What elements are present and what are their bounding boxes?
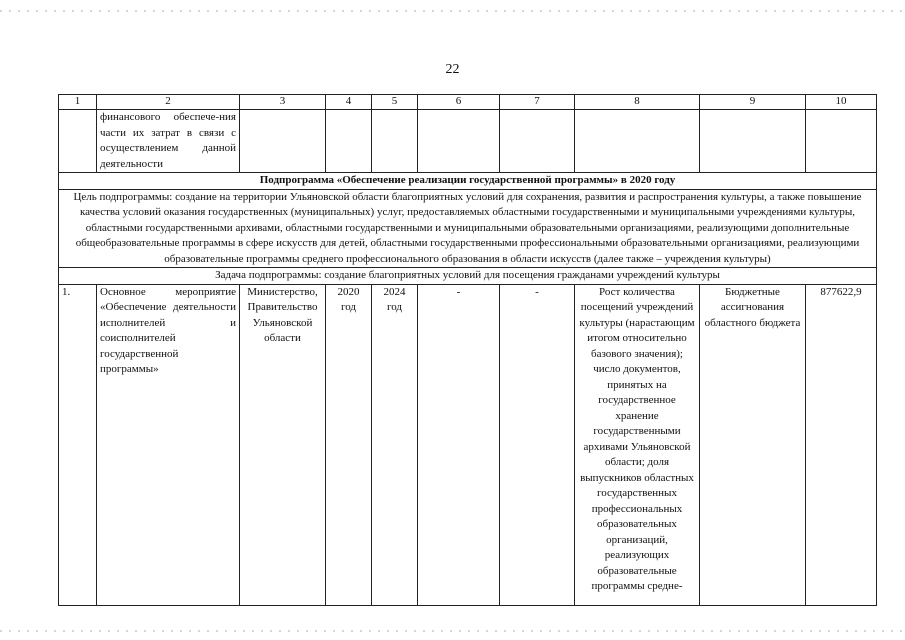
table-cell — [59, 110, 97, 173]
table-cell — [500, 110, 575, 173]
start-year: 2020 год — [326, 284, 372, 605]
column-number-row — [59, 95, 877, 110]
column-number: 7 — [500, 95, 575, 110]
column-6-value: - — [418, 284, 500, 605]
funding-source: Бюджетные ассигнования областного бюджета — [700, 284, 806, 605]
row-number: 1. — [59, 284, 97, 605]
column-number: 3 — [240, 95, 326, 110]
table-cell — [240, 110, 326, 173]
column-number: 1 — [59, 95, 97, 110]
table-cell — [326, 110, 372, 173]
subprogram-task-row — [59, 268, 877, 285]
table-cell — [418, 110, 500, 173]
activity-name: Основное мероприятие «Обеспечение деятельности исполнителей и соисполнителей государственной программы» — [97, 284, 240, 605]
continuation-text: финансового обеспече-ния части их затрат в связи с осуществлением данной деятельности — [97, 110, 240, 173]
table-cell — [372, 110, 418, 173]
column-number: 6 — [418, 95, 500, 110]
subprogram-task: Задача подпрограммы: создание благоприятных условий для посещения гражданами учреждений культуры — [59, 268, 877, 285]
subprogram-goal-row — [59, 189, 877, 268]
page-number: 22 — [445, 62, 460, 77]
column-number: 5 — [372, 95, 418, 110]
column-number: 8 — [575, 95, 700, 110]
column-number: 2 — [97, 95, 240, 110]
funding-amount: 877622,9 — [806, 284, 877, 605]
column-number: 10 — [806, 95, 877, 110]
target-indicators: Рост количества посещений учреждений культуры (нарастающим итогом относительно базового значения); число документов, принятых на государственное хранение государственными архивами Ульяновской области; доля выпускников областных государственных профессиональных образовательных организаций, реализующих образовательные программы средне- — [575, 284, 700, 605]
end-year: 2024 год — [372, 284, 418, 605]
column-number: 4 — [326, 95, 372, 110]
table-row — [59, 284, 877, 605]
column-number: 9 — [700, 95, 806, 110]
table-cell — [806, 110, 877, 173]
table-cell — [700, 110, 806, 173]
subprogram-title-row — [59, 173, 877, 190]
scan-artifact-top — [0, 10, 905, 12]
subprogram-title: Подпрограмма «Обеспечение реализации государственной программы» в 2020 году — [59, 173, 877, 190]
column-7-value: - — [500, 284, 575, 605]
continuation-row — [59, 110, 877, 173]
subprogram-goal: Цель подпрограммы: создание на территории Ульяновской области благоприятных условий для сохранения, развития и распространения культуры, а также повышение качества условий оказания государственных (муниципальных) услуг, предоставляемых областными государственными и муниципальными учреждениями культуры, областными государственными архивами, областными государственными и муниципальными образовательными организациями, реализующими дополнительные общеобразовательные программы в сфере искусств для детей, областными государственными профессиональными образовательными организациями, реализующими образовательные программы среднего профессионального образования в области искусств (далее также – учреждения культуры) — [59, 189, 877, 268]
scan-artifact-bottom — [0, 630, 905, 632]
table-cell — [575, 110, 700, 173]
executor: Министерство, Правительство Ульяновской области — [240, 284, 326, 605]
program-table — [58, 94, 877, 606]
